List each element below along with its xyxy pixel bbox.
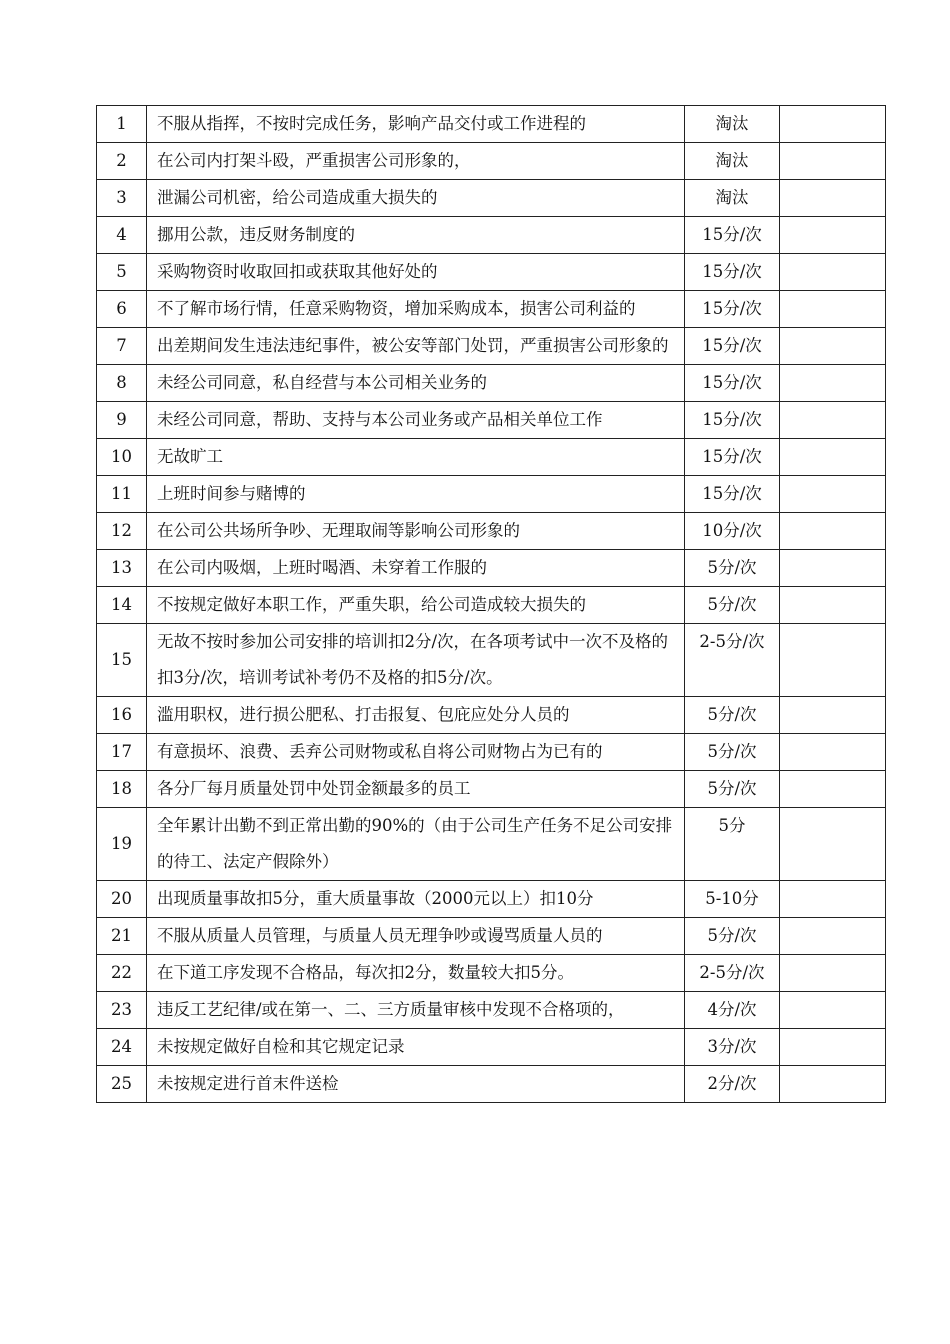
remark-cell [780, 254, 886, 291]
table-row [97, 1029, 886, 1066]
row-number: 22 [97, 955, 147, 992]
remark-cell [780, 439, 886, 476]
penalty-value: 5分/次 [685, 734, 780, 771]
remark-cell [780, 476, 886, 513]
table-row [97, 439, 886, 476]
table-row [97, 808, 886, 881]
remark-cell [780, 217, 886, 254]
penalty-rules-table [96, 105, 886, 1103]
remark-cell [780, 734, 886, 771]
remark-cell [780, 918, 886, 955]
penalty-value: 2分/次 [685, 1066, 780, 1103]
rule-description: 全年累计出勤不到正常出勤的90%的（由于公司生产任务不足公司安排的待工、法定产假除外） [147, 808, 685, 881]
row-number: 5 [97, 254, 147, 291]
rule-description: 不服从质量人员管理，与质量人员无理争吵或谩骂质量人员的 [147, 918, 685, 955]
table-row [97, 918, 886, 955]
table-row [97, 106, 886, 143]
remark-cell [780, 771, 886, 808]
rule-description: 有意损坏、浪费、丢弃公司财物或私自将公司财物占为已有的 [147, 734, 685, 771]
row-number: 14 [97, 587, 147, 624]
remark-cell [780, 992, 886, 1029]
table-row [97, 624, 886, 697]
table-row [97, 476, 886, 513]
rule-description: 不按规定做好本职工作，严重失职，给公司造成较大损失的 [147, 587, 685, 624]
remark-cell [780, 1029, 886, 1066]
table-row [97, 217, 886, 254]
row-number: 23 [97, 992, 147, 1029]
table-row [97, 328, 886, 365]
table-row [97, 550, 886, 587]
penalty-value: 淘汰 [685, 143, 780, 180]
rule-description: 未按规定做好自检和其它规定记录 [147, 1029, 685, 1066]
row-number: 9 [97, 402, 147, 439]
rule-description: 在公司公共场所争吵、无理取闹等影响公司形象的 [147, 513, 685, 550]
remark-cell [780, 513, 886, 550]
penalty-value: 3分/次 [685, 1029, 780, 1066]
row-number: 19 [97, 808, 147, 881]
penalty-value: 5分/次 [685, 697, 780, 734]
remark-cell [780, 291, 886, 328]
remark-cell [780, 1066, 886, 1103]
remark-cell [780, 328, 886, 365]
row-number: 16 [97, 697, 147, 734]
penalty-value: 15分/次 [685, 291, 780, 328]
row-number: 7 [97, 328, 147, 365]
row-number: 18 [97, 771, 147, 808]
row-number: 12 [97, 513, 147, 550]
rules-table-body [97, 106, 886, 1103]
remark-cell [780, 624, 886, 697]
penalty-value: 15分/次 [685, 439, 780, 476]
rule-description: 无故不按时参加公司安排的培训扣2分/次，在各项考试中一次不及格的扣3分/次，培训考试补考仍不及格的扣5分/次。 [147, 624, 685, 697]
penalty-value: 5-10分 [685, 881, 780, 918]
remark-cell [780, 697, 886, 734]
penalty-value: 2-5分/次 [685, 955, 780, 992]
penalty-value: 淘汰 [685, 180, 780, 217]
rule-description: 出现质量事故扣5分，重大质量事故（2000元以上）扣10分 [147, 881, 685, 918]
rule-description: 未按规定进行首末件送检 [147, 1066, 685, 1103]
row-number: 3 [97, 180, 147, 217]
row-number: 8 [97, 365, 147, 402]
row-number: 1 [97, 106, 147, 143]
table-row [97, 697, 886, 734]
penalty-value: 10分/次 [685, 513, 780, 550]
table-row [97, 771, 886, 808]
penalty-value: 15分/次 [685, 365, 780, 402]
table-row [97, 992, 886, 1029]
remark-cell [780, 180, 886, 217]
table-row [97, 365, 886, 402]
remark-cell [780, 550, 886, 587]
row-number: 11 [97, 476, 147, 513]
rule-description: 不服从指挥，不按时完成任务，影响产品交付或工作进程的 [147, 106, 685, 143]
rule-description: 在公司内打架斗殴，严重损害公司形象的， [147, 143, 685, 180]
rule-description: 未经公司同意，私自经营与本公司相关业务的 [147, 365, 685, 402]
penalty-value: 15分/次 [685, 476, 780, 513]
remark-cell [780, 881, 886, 918]
table-row [97, 513, 886, 550]
penalty-value: 5分 [685, 808, 780, 881]
row-number: 15 [97, 624, 147, 697]
penalty-value: 5分/次 [685, 918, 780, 955]
row-number: 24 [97, 1029, 147, 1066]
table-row [97, 143, 886, 180]
rule-description: 上班时间参与赌博的 [147, 476, 685, 513]
rule-description: 挪用公款，违反财务制度的 [147, 217, 685, 254]
row-number: 13 [97, 550, 147, 587]
table-row [97, 291, 886, 328]
table-row [97, 734, 886, 771]
penalty-value: 15分/次 [685, 402, 780, 439]
rule-description: 采购物资时收取回扣或获取其他好处的 [147, 254, 685, 291]
row-number: 21 [97, 918, 147, 955]
table-row [97, 1066, 886, 1103]
rule-description: 不了解市场行情，任意采购物资，增加采购成本，损害公司利益的 [147, 291, 685, 328]
rule-description: 在公司内吸烟，上班时喝酒、未穿着工作服的 [147, 550, 685, 587]
row-number: 10 [97, 439, 147, 476]
table-row [97, 955, 886, 992]
penalty-value: 15分/次 [685, 217, 780, 254]
rule-description: 出差期间发生违法违纪事件，被公安等部门处罚，严重损害公司形象的 [147, 328, 685, 365]
penalty-value: 15分/次 [685, 328, 780, 365]
rule-description: 未经公司同意，帮助、支持与本公司业务或产品相关单位工作 [147, 402, 685, 439]
rule-description: 无故旷工 [147, 439, 685, 476]
penalty-value: 5分/次 [685, 587, 780, 624]
remark-cell [780, 808, 886, 881]
penalty-value: 2-5分/次 [685, 624, 780, 697]
row-number: 2 [97, 143, 147, 180]
penalty-value: 4分/次 [685, 992, 780, 1029]
remark-cell [780, 106, 886, 143]
rule-description: 滥用职权，进行损公肥私、打击报复、包庇应处分人员的 [147, 697, 685, 734]
remark-cell [780, 955, 886, 992]
row-number: 17 [97, 734, 147, 771]
rule-description: 在下道工序发现不合格品，每次扣2分，数量较大扣5分。 [147, 955, 685, 992]
remark-cell [780, 365, 886, 402]
row-number: 6 [97, 291, 147, 328]
row-number: 20 [97, 881, 147, 918]
row-number: 4 [97, 217, 147, 254]
rule-description: 违反工艺纪律/或在第一、二、三方质量审核中发现不合格项的， [147, 992, 685, 1029]
row-number: 25 [97, 1066, 147, 1103]
table-row [97, 881, 886, 918]
table-row [97, 254, 886, 291]
penalty-value: 5分/次 [685, 550, 780, 587]
remark-cell [780, 402, 886, 439]
penalty-value: 淘汰 [685, 106, 780, 143]
penalty-value: 5分/次 [685, 771, 780, 808]
table-row [97, 587, 886, 624]
remark-cell [780, 587, 886, 624]
table-row [97, 402, 886, 439]
remark-cell [780, 143, 886, 180]
penalty-value: 15分/次 [685, 254, 780, 291]
table-row [97, 180, 886, 217]
rule-description: 泄漏公司机密，给公司造成重大损失的 [147, 180, 685, 217]
rule-description: 各分厂每月质量处罚中处罚金额最多的员工 [147, 771, 685, 808]
